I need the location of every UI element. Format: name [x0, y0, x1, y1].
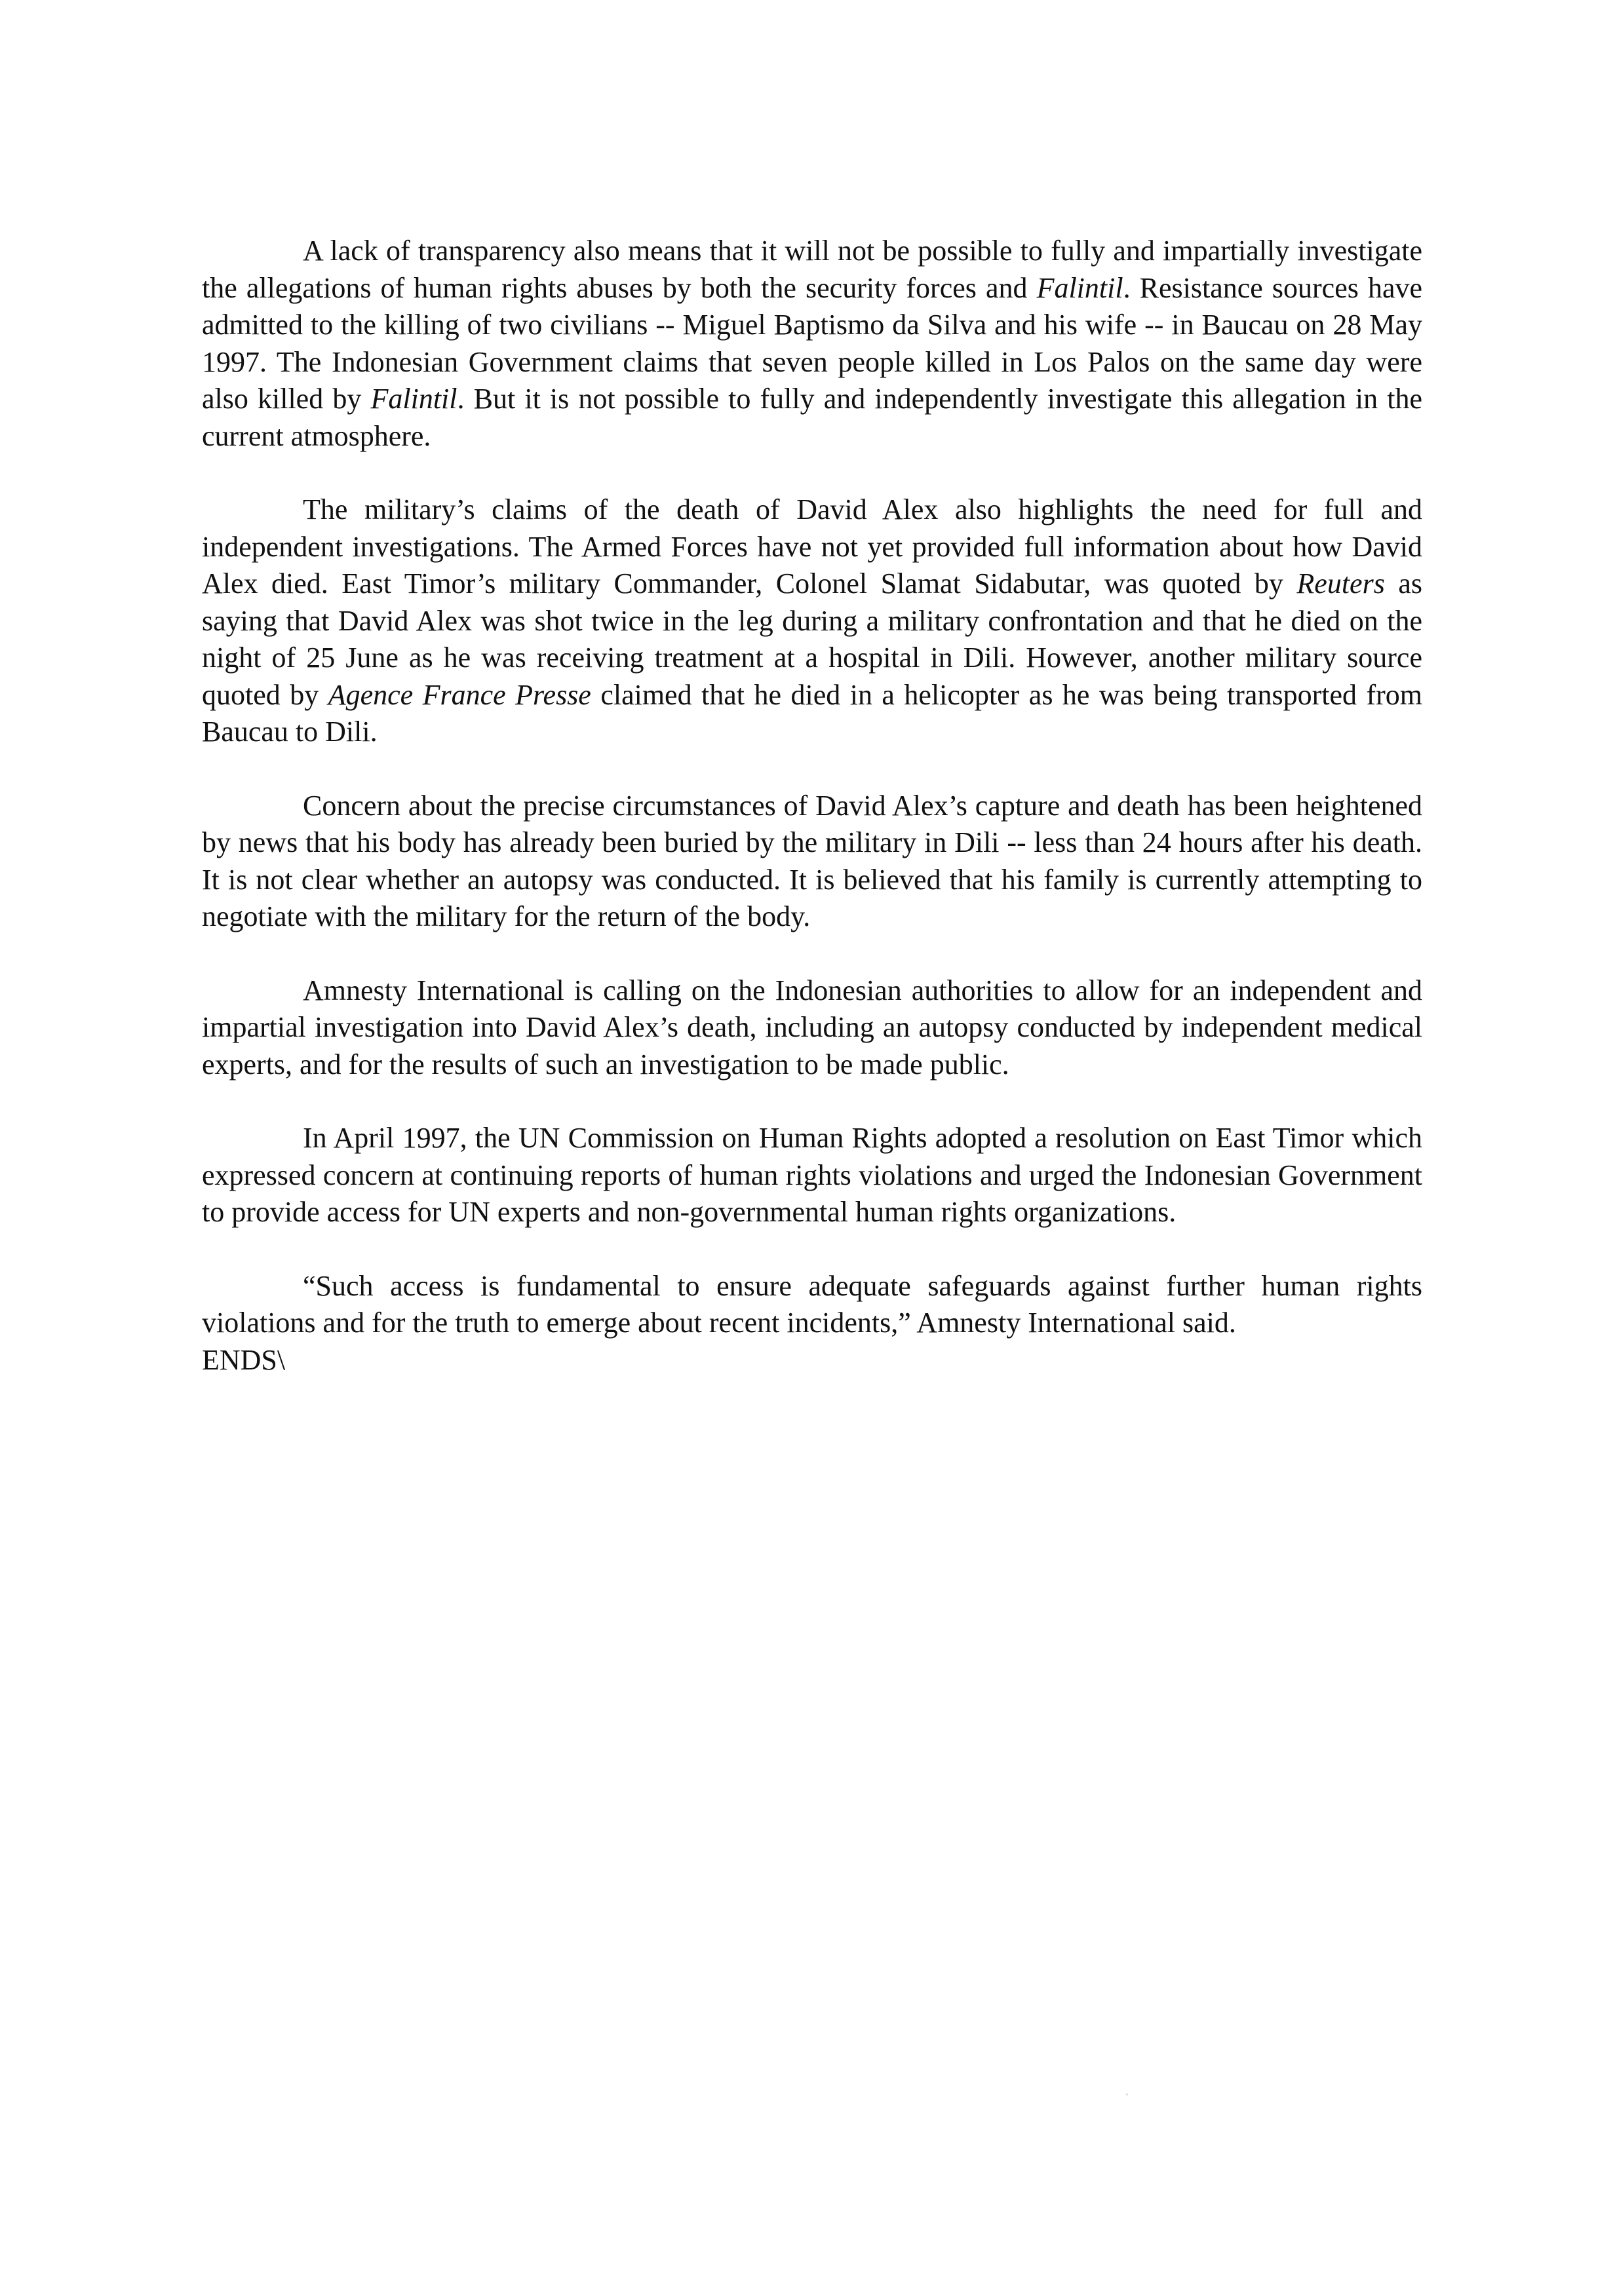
paragraph-burial-concern [202, 788, 1422, 936]
body-text [202, 233, 1422, 1379]
text-segment: The military’s claims of the death of David Alex also highlights the need for full and independent investigations. The Armed Forces have not yet provided full information about how David Alex died. East Timor’s military Commander, Colonel Slamat Sidabutar, was quoted by [202, 493, 1422, 600]
paragraph-amnesty-call [202, 972, 1422, 1084]
italic-source-afp: Agence France Presse [328, 678, 591, 711]
text-segment: claimed that he died in a helicopter as he was being transported from Baucau to Dili. [202, 678, 1422, 748]
text-segment: . Resistance sources have admitted to the killing of two civilians -- Miguel Baptismo da Silva and his wife -- in Baucau on 28 May 1997. The Indonesian Government claims that seven people killed in Los Palos on the same day were also killed by [202, 271, 1423, 415]
italic-source-reuters: Reuters [1296, 567, 1385, 600]
ends-marker: ENDS\ [202, 1343, 286, 1376]
paragraph-closing-quote [202, 1268, 1422, 1342]
text-segment: “Such access is fundamental to ensure adequate safeguards against further human rights violations and for the truth to emerge about recent incidents,” Amnesty International said. [202, 1269, 1422, 1339]
italic-term-falintil: Falintil [370, 383, 457, 415]
text-segment: A lack of transparency also means that it will not be possible to fully and impartially investigate the allegations of human rights abuses by both the security forces and [202, 235, 1422, 304]
paragraph-un-resolution [202, 1120, 1422, 1231]
paragraph-transparency [202, 233, 1422, 455]
text-segment: In April 1997, the UN Commission on Human Rights adopted a resolution on East Timor which expressed concern at continuing reports of human rights violations and urged the Indonesian Government to provide access for UN experts and non-governmental human rights organizations. [202, 1122, 1422, 1228]
text-segment: as saying that David Alex was shot twice in the leg during a military confrontation and that he died on the night of 25 June as he was receiving treatment at a hospital in Dili. However, another military source quoted by [202, 567, 1422, 711]
paragraph-military-claims [202, 491, 1422, 751]
text-segment: . But it is not possible to fully and independently investigate this allegation in the current atmosphere. [202, 383, 1422, 452]
text-segment: Amnesty International is calling on the Indonesian authorities to allow for an independent and impartial investigation into David Alex’s death, including an autopsy conducted by independent medical experts, and for the results of such an investigation to be made public. [202, 974, 1422, 1081]
italic-term-falintil: Falintil [1036, 271, 1123, 304]
text-segment: Concern about the precise circumstances of David Alex’s capture and death has been heightened by news that his body has already been buried by the military in Dili -- less than 24 hours after his death. It is not clear whether an autopsy was conducted. It is believed that his family is currently attempting to negotiate with the military for the return of the body. [202, 789, 1422, 932]
scan-speck [1126, 2094, 1128, 2095]
